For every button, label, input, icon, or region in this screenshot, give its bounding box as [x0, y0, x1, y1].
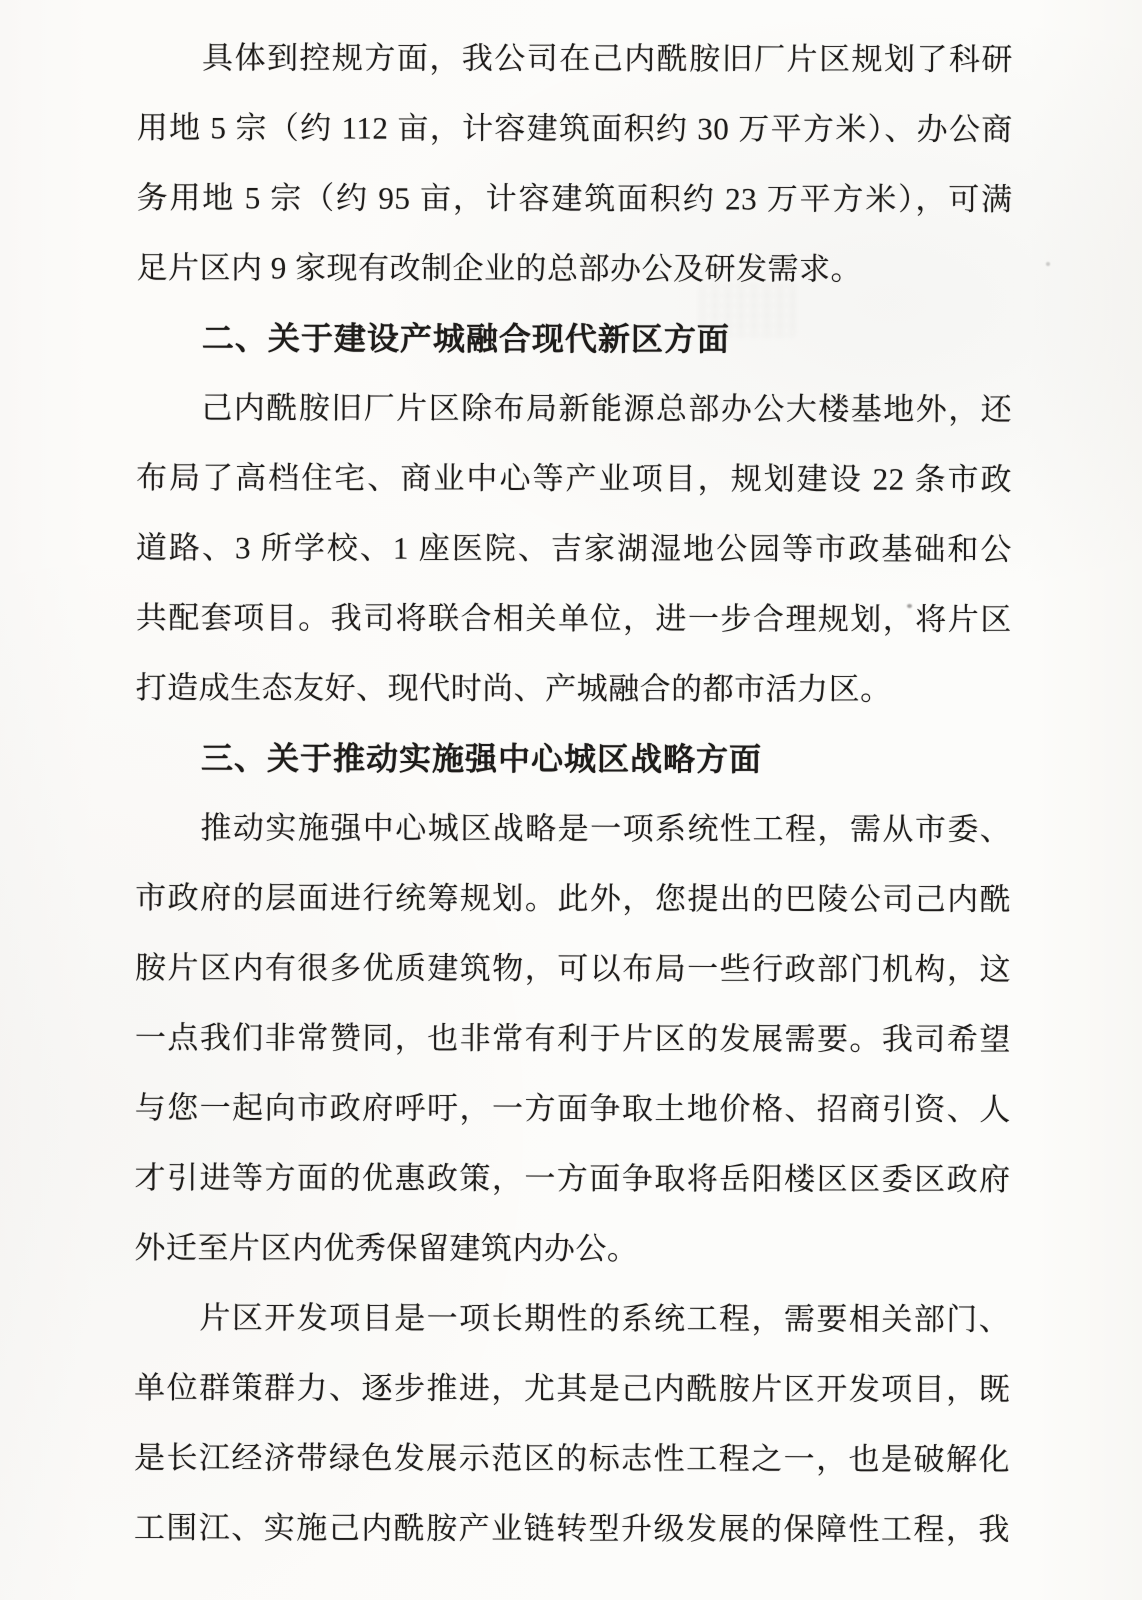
text-line: 道路、3 所学校、1 座医院、吉家湖湿地公园等市政基础和公: [135, 530, 1012, 567]
text-line: 一点我们非常赞同，也非常有利于片区的发展需要。我司希望: [134, 1020, 1011, 1057]
section-heading-iii: 三、关于推动实施强中心城区战略方面: [201, 739, 763, 779]
body-paragraph-1: [136, 23, 1013, 305]
text-line: 市政府的层面进行统筹规划。此外，您提出的巴陵公司己内酰: [135, 880, 1012, 917]
text-line: 与您一起向市政府呼吁，一方面争取土地价格、招商引资、人: [134, 1090, 1011, 1127]
text-line: 共配套项目。我司将联合相关单位，进一步合理规划，将片区: [135, 600, 1012, 637]
text-line: 具体到控规方面，我公司在己内酰胺旧厂片区规划了科研: [201, 40, 1013, 77]
section-heading-ii: 二、关于建设产城融合现代新区方面: [201, 319, 730, 359]
text-line: 打造成生态友好、现代时尚、产城融合的都市活力区。: [135, 670, 892, 707]
text-line: 单位群策群力、逐步推进，尤其是己内酰胺片区开发项目，既: [134, 1370, 1011, 1407]
text-line: 务用地 5 宗（约 95 亩，计容建筑面积约 23 万平方米），可满: [136, 180, 1013, 217]
document-text-column: [134, 23, 1013, 1565]
scan-speck: [1046, 262, 1050, 266]
body-paragraph-3: [134, 793, 1011, 1285]
text-line: 片区开发项目是一项长期性的系统工程，需要相关部门、: [199, 1300, 1011, 1337]
text-line: 外迁至片区内优秀保留建筑内办公。: [134, 1230, 639, 1267]
text-line: 胺片区内有很多优质建筑物，可以布局一些行政部门机构，这: [134, 950, 1012, 987]
text-line: 布局了高档住宅、商业中心等产业项目，规划建设 22 条市政: [136, 460, 1013, 497]
text-line: 己内酰胺旧厂片区除布局新能源总部办公大楼基地外，还: [201, 390, 1013, 427]
body-paragraph-4: [134, 1283, 1011, 1565]
text-line: 用地 5 宗（约 112 亩，计容建筑面积约 30 万平方米）、办公商: [136, 110, 1013, 147]
text-line: 工围江、实施己内酰胺产业链转型升级发展的保障性工程，我: [133, 1510, 1010, 1547]
text-line: 才引进等方面的优惠政策，一方面争取将岳阳楼区区委区政府: [134, 1160, 1011, 1197]
text-line: 足片区内 9 家现有改制企业的总部办公及研发需求。: [136, 250, 863, 287]
text-line: 是长江经济带绿色发展示范区的标志性工程之一，也是破解化: [133, 1440, 1011, 1477]
text-line: 推动实施强中心城区战略是一项系统性工程，需从市委、: [200, 810, 1012, 847]
body-paragraph-2: [136, 373, 1013, 725]
